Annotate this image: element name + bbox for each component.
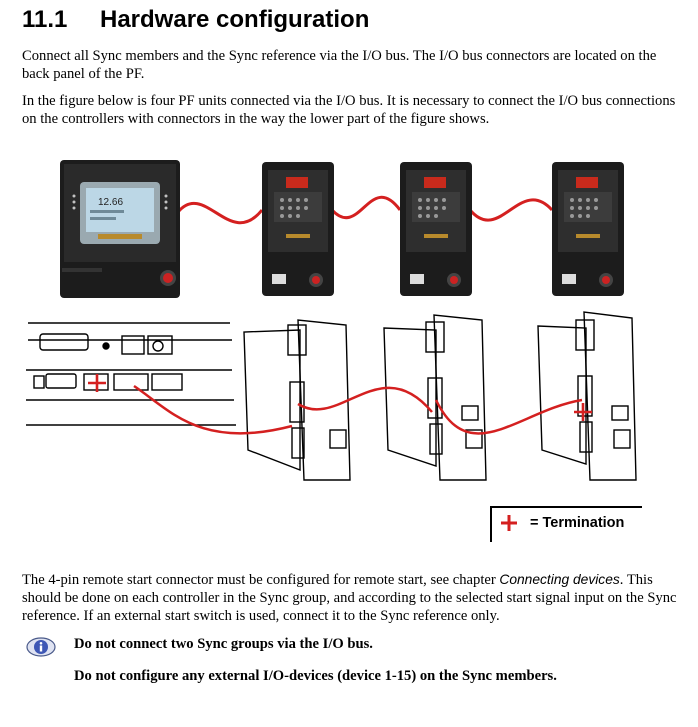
chapter-reference-link[interactable]: Connecting devices	[499, 572, 620, 587]
main-display-value: 12.66	[98, 197, 124, 208]
note-external-devices: Do not configure any external I/O-devices (device 1-15) on the Sync members.	[74, 668, 557, 684]
io-bus-wire-top-2	[332, 197, 400, 217]
section-heading	[22, 6, 369, 34]
termination-marker-main	[88, 374, 106, 392]
pf-unit-2	[400, 162, 472, 296]
io-bus-wire-top-1	[178, 203, 262, 222]
pf-unit-3	[552, 162, 624, 296]
termination-marker-last	[574, 403, 592, 421]
main-controller-back-panel	[26, 323, 236, 425]
section-title: Hardware configuration	[100, 6, 370, 33]
io-bus-wire-bottom-2	[298, 388, 432, 412]
paragraph-remote-start-text-2: . This should be done on each controller in the Sync group, and according to the selected start signal input on the Sync reference. If an external start switch is used, connect it to the Sync reference only.	[22, 572, 677, 624]
section-number: 11.1	[22, 6, 68, 33]
note-sync-groups: Do not connect two Sync groups via the I/O bus.	[74, 636, 373, 652]
pf-unit-2-back-panel	[384, 315, 486, 480]
main-controller-unit	[60, 160, 180, 298]
info-icon	[25, 636, 57, 658]
termination-legend-label: = Termination	[530, 515, 625, 531]
paragraph-remote-start-text-1: The 4-pin remote start connector must be configured for remote start, see chapter	[22, 572, 500, 588]
pf-unit-3-back-panel	[538, 312, 636, 480]
pf-unit-1-back-panel	[244, 320, 350, 480]
paragraph-figure-description: In the figure below is four PF units connected via the I/O bus. It is necessary to connect the I/O bus connections on the controllers with connectors in the way the lower part of the figure shows.	[22, 93, 676, 127]
io-bus-wire-bottom-1	[134, 386, 292, 433]
io-bus-wire-top-3	[470, 200, 552, 220]
io-bus-wire-bottom-3	[436, 400, 582, 433]
paragraph-intro: Connect all Sync members and the Sync reference via the I/O bus. The I/O bus connectors are located on the back panel of the PF.	[22, 48, 657, 82]
hardware-configuration-figure	[0, 150, 698, 550]
pf-unit-1	[262, 162, 334, 296]
paragraph-remote-start	[22, 571, 682, 625]
